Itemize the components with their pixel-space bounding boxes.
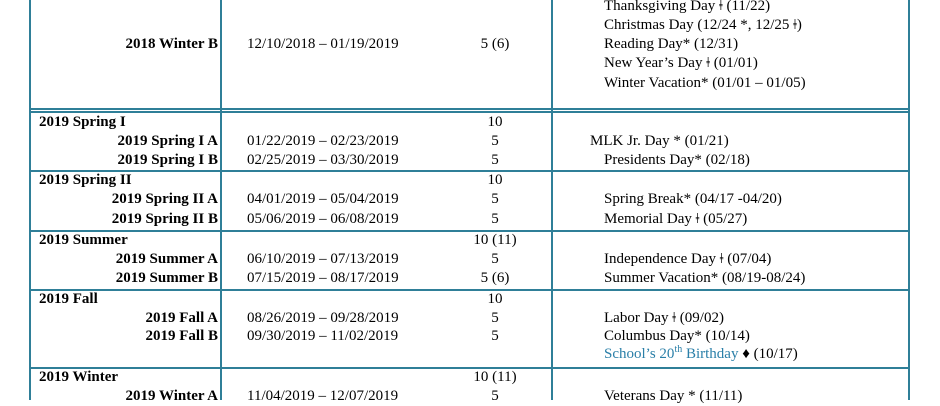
term-weeks: 10 (11)	[473, 369, 517, 385]
session-weeks: 5	[491, 328, 499, 344]
holiday-item: Memorial Day ǂ (05/27)	[604, 211, 748, 227]
term-weeks: 10 (11)	[473, 232, 517, 248]
session-label: 2019 Summer B	[115, 270, 218, 286]
birthday-note	[604, 345, 798, 364]
term-label: 2019 Summer	[39, 232, 128, 248]
holiday-item: Presidents Day* (02/18)	[604, 152, 750, 168]
session-weeks: 5	[491, 133, 499, 149]
row-divider	[29, 108, 910, 110]
term-label: 2019 Spring II	[39, 172, 132, 188]
term-label: 2019 Fall	[39, 291, 98, 307]
holiday-item: Labor Day ǂ (09/02)	[604, 310, 724, 326]
holiday-item: Veterans Day * (11/11)	[604, 388, 743, 404]
session-dates: 04/01/2019 – 05/04/2019	[247, 191, 399, 207]
session-label: 2019 Spring II B	[111, 211, 218, 227]
session-weeks: 5	[491, 388, 499, 404]
session-label: 2018 Winter B	[125, 36, 218, 52]
session-dates: 11/04/2019 – 12/07/2019	[247, 388, 399, 404]
birthday-ordinal: th	[674, 344, 683, 355]
term-label: 2019 Spring I	[39, 114, 126, 130]
session-dates: 07/15/2019 – 08/17/2019	[247, 270, 399, 286]
session-weeks: 5	[491, 310, 499, 326]
session-dates: 01/22/2019 – 02/23/2019	[247, 133, 399, 149]
birthday-word: Birthday	[682, 346, 739, 362]
birthday-date: (10/17)	[749, 346, 798, 362]
holiday-item: New Year’s Day ǂ (01/01)	[604, 55, 758, 71]
session-label: 2019 Spring II A	[111, 191, 218, 207]
diamond-icon: ♦	[738, 346, 750, 362]
session-dates: 05/06/2019 – 06/08/2019	[247, 211, 399, 227]
holiday-item: MLK Jr. Day * (01/21)	[590, 133, 729, 149]
session-weeks: 5	[491, 211, 499, 227]
table-border-left	[29, 0, 31, 400]
session-weeks: 5	[491, 191, 499, 207]
column-divider	[220, 0, 222, 400]
term-weeks: 10	[487, 114, 503, 130]
session-dates: 08/26/2019 – 09/28/2019	[247, 310, 399, 326]
term-label: 2019 Winter	[39, 369, 119, 385]
session-weeks: 5 (6)	[480, 36, 510, 52]
holiday-item: Christmas Day (12/24 *, 12/25 ǂ)	[604, 17, 802, 33]
term-weeks: 10	[487, 172, 503, 188]
session-weeks: 5 (6)	[480, 270, 510, 286]
session-label: 2019 Summer A	[115, 251, 218, 267]
session-dates: 09/30/2019 – 11/02/2019	[247, 328, 399, 344]
holiday-item: Spring Break* (04/17 -04/20)	[604, 191, 782, 207]
holiday-item: Independence Day ǂ (07/04)	[604, 251, 772, 267]
session-label: 2019 Fall A	[145, 310, 218, 326]
holiday-item: Summer Vacation* (08/19-08/24)	[604, 270, 806, 286]
session-label: 2019 Spring I A	[117, 133, 218, 149]
holiday-item: Columbus Day* (10/14)	[604, 328, 750, 344]
session-label: 2019 Winter A	[125, 388, 218, 404]
holiday-item: Reading Day* (12/31)	[604, 36, 739, 52]
holiday-item: Winter Vacation* (01/01 – 01/05)	[604, 75, 806, 91]
term-weeks: 10	[487, 291, 503, 307]
session-dates: 02/25/2019 – 03/30/2019	[247, 152, 399, 168]
birthday-prefix: School’s 20	[604, 346, 675, 362]
table-border-right	[908, 0, 910, 400]
session-dates: 06/10/2019 – 07/13/2019	[247, 251, 399, 267]
session-weeks: 5	[491, 152, 499, 168]
session-label: 2019 Fall B	[145, 328, 218, 344]
holiday-item: Thanksgiving Day ǂ (11/22)	[604, 0, 771, 14]
session-weeks: 5	[491, 251, 499, 267]
session-dates: 12/10/2018 – 01/19/2019	[247, 36, 399, 52]
session-label: 2019 Spring I B	[117, 152, 218, 168]
